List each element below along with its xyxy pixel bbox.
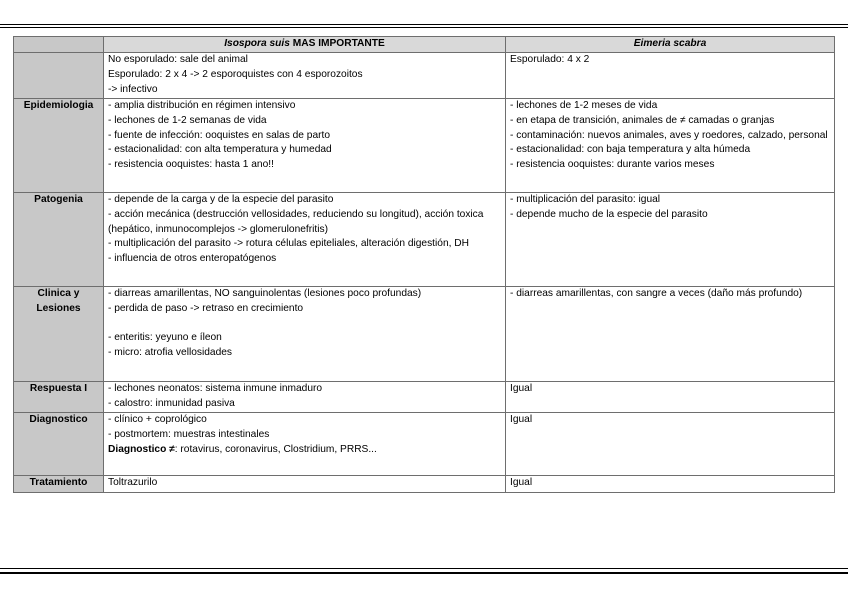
label-patogenia: Patogenia bbox=[14, 193, 104, 287]
comparison-table bbox=[13, 36, 835, 493]
cell-isospora-tratamiento: Toltrazurilo bbox=[104, 476, 506, 493]
row-tratamiento bbox=[14, 476, 835, 493]
cell-eimeria-clinica: - diarreas amarillentas, con sangre a veces (daño más profundo) bbox=[506, 287, 835, 382]
cell-eimeria-epidemiologia: - lechones de 1-2 meses de vida - en etapa de transición, animales de ≠ camadas o granjas - contaminación: nuevos animales, aves y roedores, calzado, personal - estacionalidad: con baja temperatura y alta húmeda - resistencia ooquistes: durante varios meses bbox=[506, 99, 835, 193]
label-epidemiologia: Epidemiologia bbox=[14, 99, 104, 193]
row-patogenia bbox=[14, 193, 835, 287]
header-row bbox=[14, 37, 835, 53]
row-clinica bbox=[14, 287, 835, 382]
cell-eimeria-diagnostico: Igual bbox=[506, 413, 835, 476]
cell-eimeria-tratamiento: Igual bbox=[506, 476, 835, 493]
cell-isospora-patogenia: - depende de la carga y de la especie del parasito - acción mecánica (destrucción vellosidades, reduciendo su longitud), acción toxica (hepático, inmunocomplejos -> glomerulonefritis) - multiplicación del parasito -> rotura células epiteliales, alteración digestión, DH - influencia de otros enteropatógenos bbox=[104, 193, 506, 287]
row-esporulado bbox=[14, 53, 835, 99]
label-diagnostico: Diagnostico bbox=[14, 413, 104, 476]
row-respuesta bbox=[14, 382, 835, 413]
cell-isospora-esporulado: No esporulado: sale del animal Esporulado: 2 x 4 -> 2 esporoquistes con 4 esporozoitos -> infectivo bbox=[104, 53, 506, 99]
differential-diagnosis: Diagnostico ≠: rotavirus, coronavirus, Clostridium, PRRS... bbox=[108, 443, 377, 455]
cell-isospora-clinica: - diarreas amarillentas, NO sanguinolentas (lesiones poco profundas) - perdida de paso -> retraso en crecimiento - enteritis: yeyuno e íleon - micro: atrofia vellosidades bbox=[104, 287, 506, 382]
spacer bbox=[108, 317, 501, 332]
header-isospora: Isospora suis MAS IMPORTANTE bbox=[104, 37, 506, 53]
row-epidemiologia bbox=[14, 99, 835, 193]
row-diagnostico bbox=[14, 413, 835, 476]
bottom-rule-secondary bbox=[0, 572, 848, 574]
header-eimeria: Eimeria scabra bbox=[506, 37, 835, 53]
label-clinica: Clinica y Lesiones bbox=[14, 287, 104, 382]
label-tratamiento: Tratamiento bbox=[14, 476, 104, 493]
cell-eimeria-respuesta: Igual bbox=[506, 382, 835, 413]
cell-isospora-diagnostico: - clínico + coprológico - postmortem: muestras intestinales Diagnostico ≠: rotavirus, coronavirus, Clostridium, PRRS... bbox=[104, 413, 506, 476]
header-corner bbox=[14, 37, 104, 53]
cell-isospora-epidemiologia: - amplia distribución en régimen intensivo - lechones de 1-2 semanas de vida - fuente de infección: ooquistes en salas de parto - estacionalidad: con alta temperatura y humedad - resistencia ooquistes: hasta 1 ano!! bbox=[104, 99, 506, 193]
top-rule bbox=[0, 24, 848, 25]
bottom-rule bbox=[0, 568, 848, 569]
cell-eimeria-patogenia: - multiplicación del parasito: igual - depende mucho de la especie del parasito bbox=[506, 193, 835, 287]
cell-eimeria-esporulado: Esporulado: 4 x 2 bbox=[506, 53, 835, 99]
cell-isospora-respuesta: - lechones neonatos: sistema inmune inmaduro - calostro: inmunidad pasiva bbox=[104, 382, 506, 413]
label-empty bbox=[14, 53, 104, 99]
label-respuesta: Respuesta I bbox=[14, 382, 104, 413]
top-rule-secondary bbox=[0, 27, 848, 28]
